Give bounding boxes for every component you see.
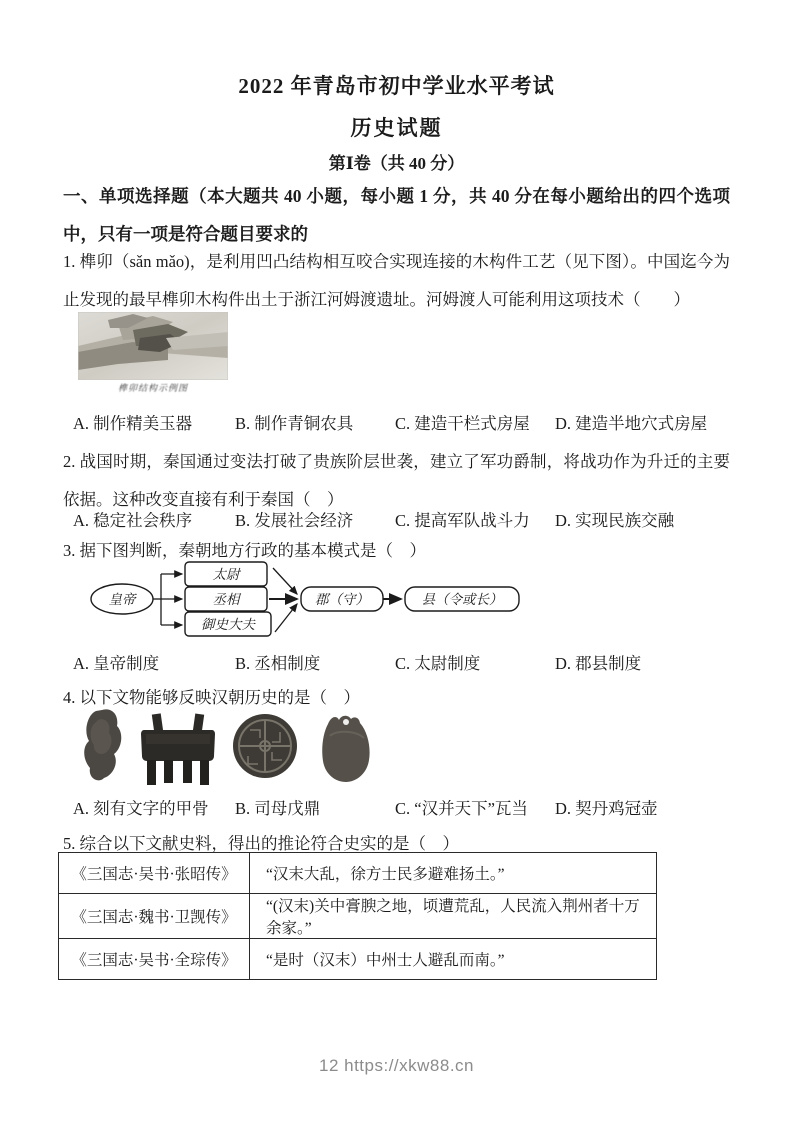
q1-option-c: C. 建造干栏式房屋 [395, 414, 530, 433]
q3-option-c: C. 太尉制度 [395, 654, 481, 673]
table-row [59, 939, 657, 980]
quote-cell: “(汉末)关中膏腴之地，顷遭荒乱，人民流入荆州者十万余家。” [250, 894, 657, 939]
diagram-node-yushidafu: 御史大夫 [201, 617, 255, 632]
q2-option-b: B. 发展社会经济 [235, 511, 354, 530]
q4-option-b: B. 司母戊鼎 [235, 799, 321, 818]
q1-option-a: A. 制作精美玉器 [73, 414, 193, 433]
quote-cell: “是时（汉末）中州士人避乱而南。” [250, 939, 657, 980]
table-row [59, 894, 657, 939]
q4-option-a: A. 刻有文字的甲骨 [73, 799, 209, 818]
source-cell: 《三国志·吴书·张昭传》 [59, 853, 250, 894]
tile-end-image [233, 714, 297, 778]
question-2-options [63, 507, 773, 531]
quote-cell: “汉末大乱，徐方士民多避难扬土。” [250, 853, 657, 894]
oracle-bone-image [84, 709, 121, 780]
cockscomb-pot-image [322, 716, 369, 782]
q5-sources-table [58, 852, 657, 980]
diagram-node-jun: 郡（守） [315, 592, 369, 607]
q4-option-d: D. 契丹鸡冠壶 [555, 799, 658, 818]
mortise-tenon-photo [78, 312, 228, 385]
diagram-node-xian: 县（令或长） [421, 592, 503, 607]
page-number-and-url: 12 https://xkw88.cn [318, 1056, 475, 1075]
diagram-node-emperor: 皇帝 [108, 592, 136, 607]
question-1-text: 1. 榫卯（sǎn mǎo)，是利用凹凸结构相互咬合实现连接的木构件工艺（见下图）。中国迄今为止发现的最早榫卯木构件出土于浙江河姆渡遗址。河姆渡人可能利用这项技术（ ） [63, 252, 730, 309]
q1-option-b: B. 制作青铜农具 [235, 414, 354, 433]
section-instructions: 一、单项选择题（本大题共 40 小题，每小题 1 分，共 40 分在每小题给出的四个选项中，只有一项是符合题目要求的 [63, 186, 730, 244]
diagram-node-taiwei: 太尉 [212, 567, 240, 582]
question-4-text: 4. 以下文物能够反映汉朝历史的是（ ） [63, 688, 360, 707]
wood-joint-image [78, 312, 228, 380]
page-subtitle: 历史试题 [350, 116, 443, 140]
q1-option-d: D. 建造半地穴式房屋 [555, 414, 708, 433]
q3-option-b: B. 丞相制度 [235, 654, 321, 673]
diagram-node-chengxiang: 丞相 [212, 592, 240, 607]
q3-option-d: D. 郡县制度 [555, 654, 642, 673]
wood-joint-caption: 榫卯结构示例图 [117, 383, 188, 393]
page-title: 2022 年青岛市初中学业水平考试 [238, 74, 555, 98]
section-header: 第Ⅰ卷（共 40 分） [328, 154, 465, 173]
q2-option-c: C. 提高军队战斗力 [395, 511, 530, 530]
table-row [59, 853, 657, 894]
qin-administration-diagram [85, 556, 545, 653]
question-5-text: 5. 综合以下文献史料，得出的推论符合史实的是（ ） [63, 834, 459, 853]
question-4-options [63, 795, 773, 819]
q4-option-c: C. “汉并天下”瓦当 [395, 799, 528, 818]
q3-option-a: A. 皇帝制度 [73, 654, 160, 673]
q2-option-d: D. 实现民族交融 [555, 511, 675, 530]
source-cell: 《三国志·魏书·卫觊传》 [59, 894, 250, 939]
bronze-ding-image [141, 713, 215, 785]
question-2-text: 2. 战国时期，秦国通过变法打破了贵族阶层世袭，建立了军功爵制，将战功作为升迁的主要依据。这种改变直接有利于秦国（ ） [63, 452, 730, 509]
source-cell: 《三国志·吴书·全琮传》 [59, 939, 250, 980]
question-3-text: 3. 据下图判断，秦朝地方行政的基本模式是（ ） [63, 541, 426, 560]
question-3-options [63, 650, 773, 674]
question-1-options [63, 410, 773, 434]
q2-option-a: A. 稳定社会秩序 [73, 511, 193, 530]
han-artifacts-figure [80, 706, 380, 795]
